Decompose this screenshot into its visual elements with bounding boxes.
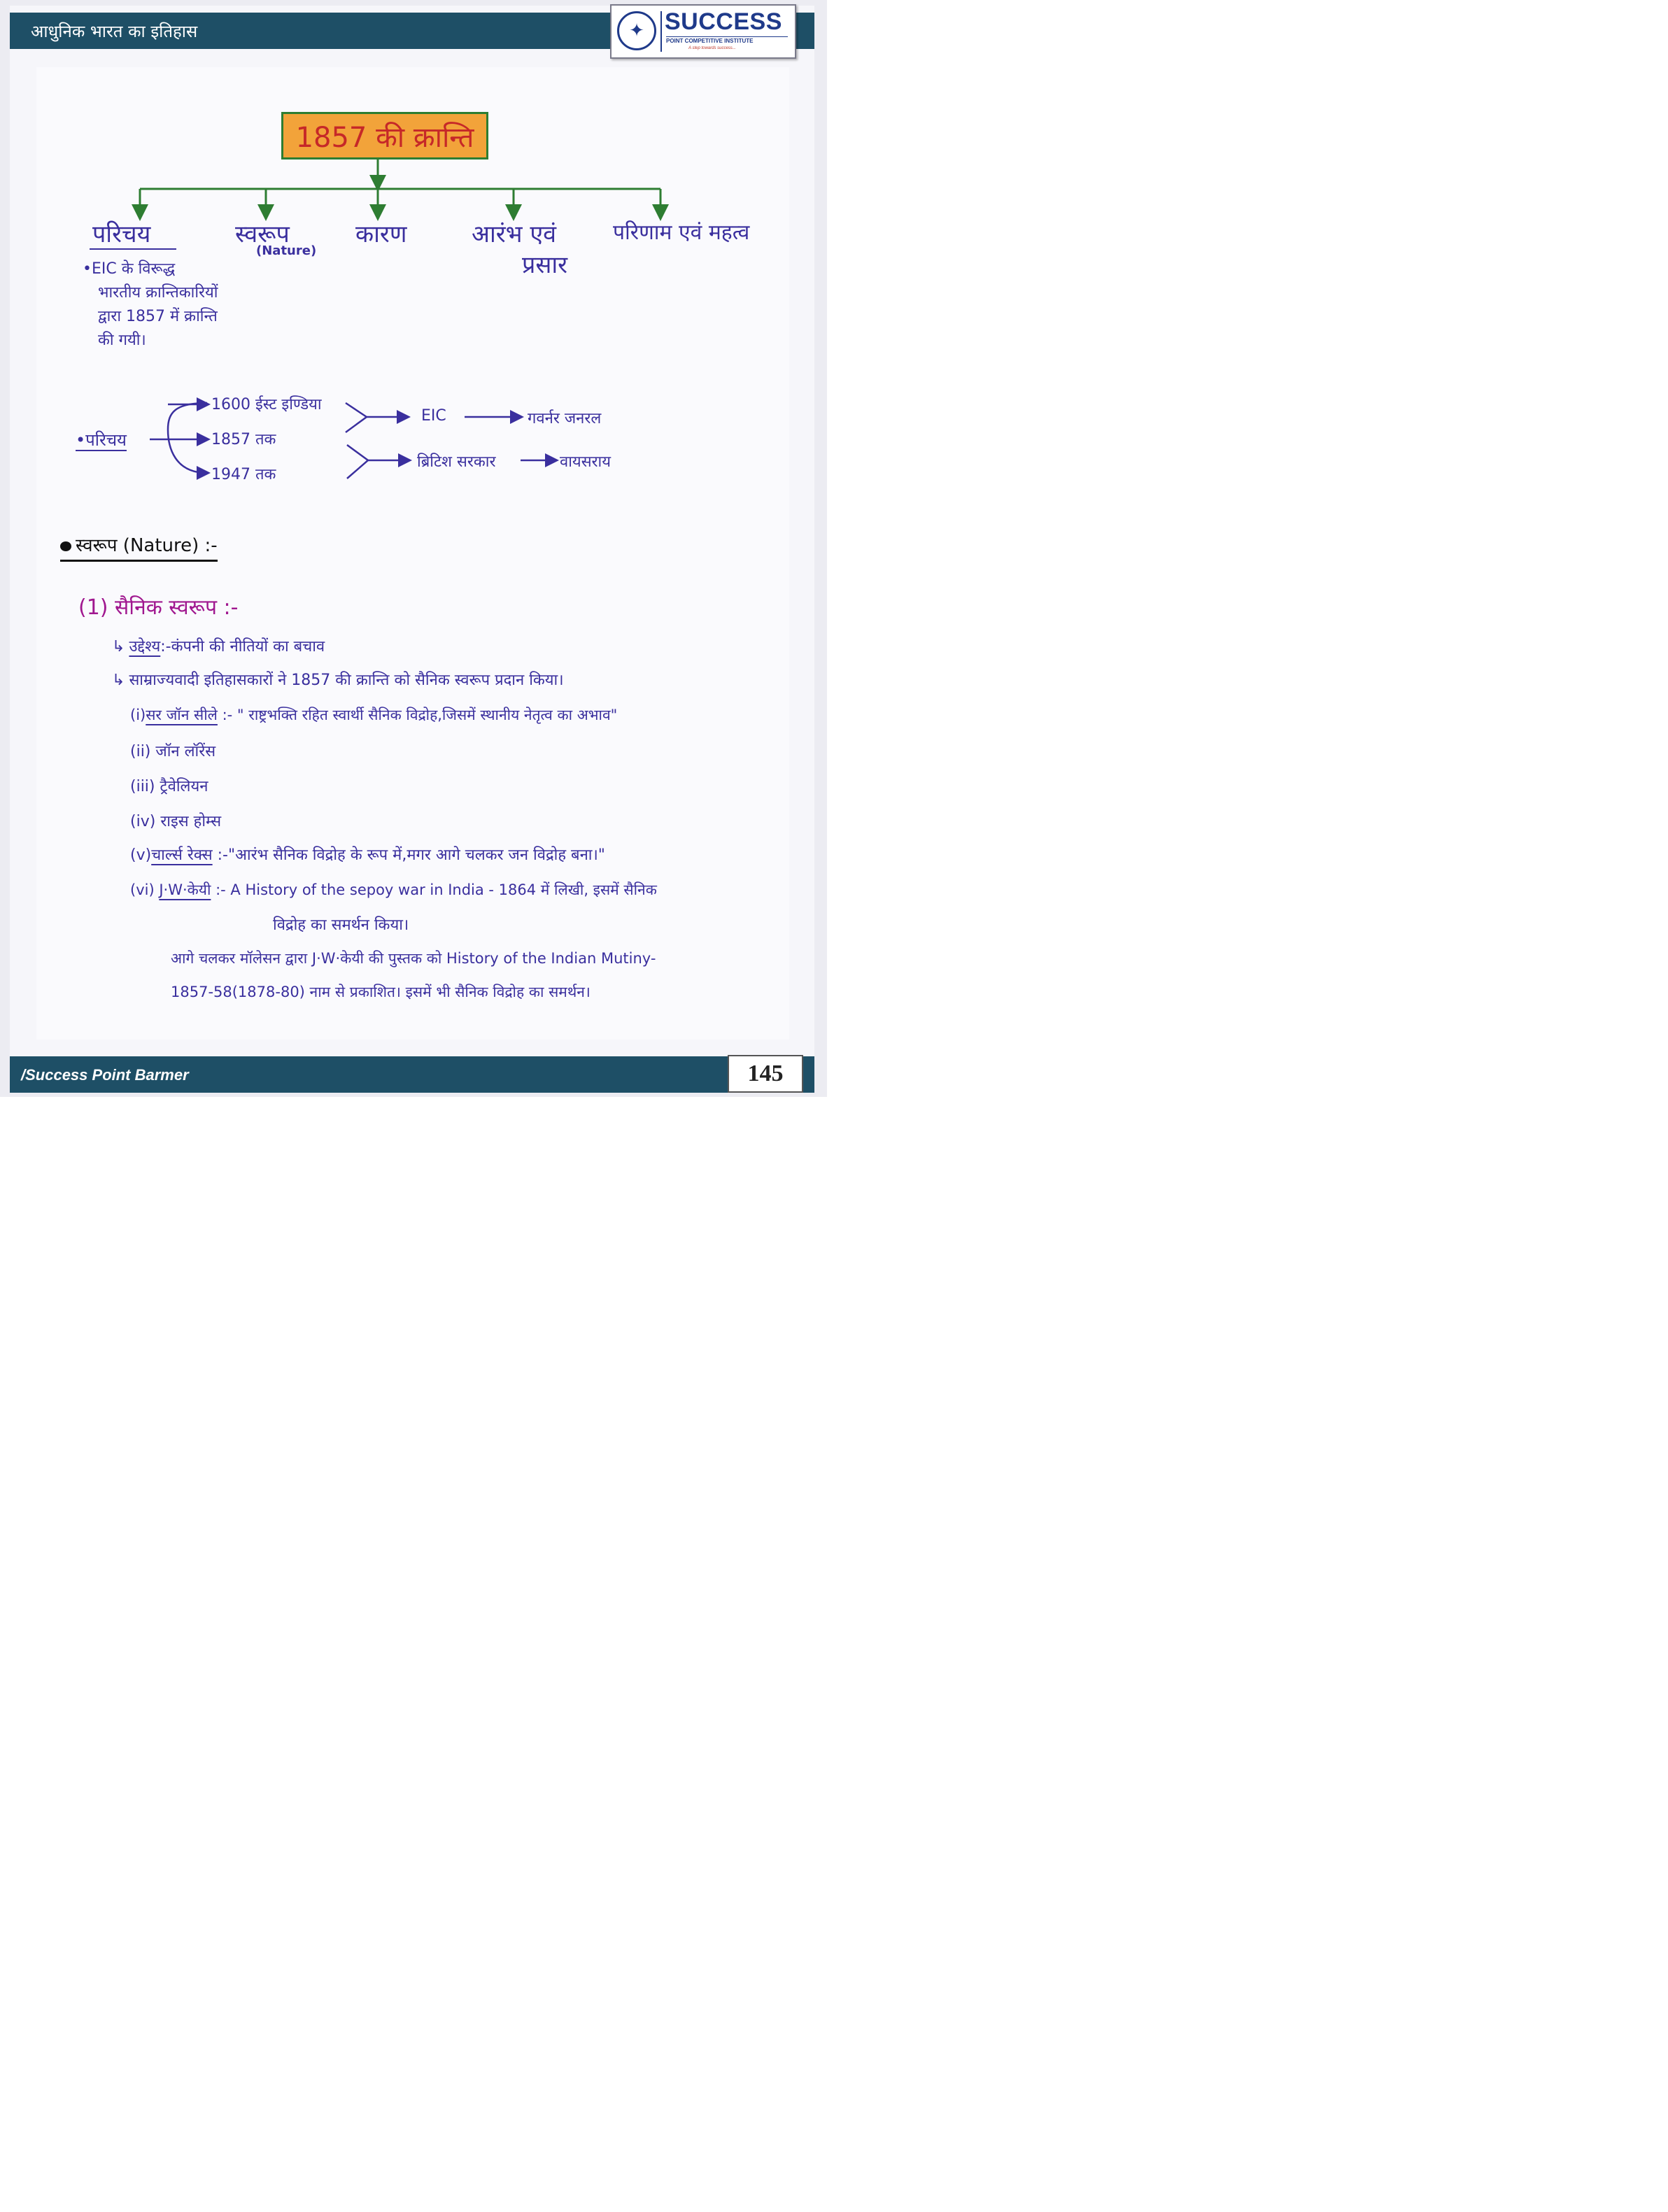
historian-item-continuation: विद्रोह का समर्थन किया। bbox=[273, 916, 409, 934]
flow-year-1947: 1947 तक bbox=[211, 466, 276, 483]
flow-start: •परिचय bbox=[76, 430, 127, 450]
historian-name: जॉन लॉरेंस bbox=[155, 743, 216, 760]
historian-item bbox=[130, 740, 215, 761]
historian-name: J·W·केयी bbox=[159, 881, 211, 898]
branch-beginning: आरंभ एवं bbox=[472, 220, 557, 248]
historian-item bbox=[130, 880, 657, 900]
footer-text: /Success Point Barmer bbox=[21, 1066, 189, 1084]
item-number: (ii) bbox=[130, 743, 151, 760]
historian-name: चार्ल्स रेक्स bbox=[151, 846, 213, 864]
hook-arrow-icon: ↳ bbox=[112, 638, 125, 655]
imperial-line bbox=[112, 669, 564, 690]
historian-quote: :- " राष्ट्रभक्ति रहित स्वार्थी सैनिक विद्रोह,जिसमें स्थानीय नेतृत्व का अभाव" bbox=[217, 707, 618, 723]
historian-item bbox=[130, 844, 605, 865]
mindmap-root: 1857 की क्रान्ति bbox=[281, 112, 488, 159]
historian-item bbox=[130, 775, 208, 796]
objective-text: :-कंपनी की नीतियों का बचाव bbox=[160, 638, 325, 655]
historian-name: राइस होम्स bbox=[160, 813, 222, 830]
intro-note-line: भारतीय क्रान्तिकारियों bbox=[98, 284, 218, 302]
intro-note-line: •EIC के विरूद्ध bbox=[83, 260, 176, 278]
branch-nature: स्वरूप bbox=[235, 220, 290, 248]
flow-eic: EIC bbox=[421, 407, 446, 425]
paragraph-line: आगे चलकर मॉलेसन द्वारा J·W·केयी की पुस्तक को History of the Indian Mutiny- bbox=[171, 950, 656, 967]
branch-spread: प्रसार bbox=[522, 251, 568, 279]
item-number: (iv) bbox=[130, 813, 156, 830]
item-number: (i) bbox=[130, 707, 146, 723]
logo-subtitle: POINT COMPETITIVE INSTITUTE bbox=[666, 36, 788, 44]
historian-item bbox=[130, 810, 221, 831]
intro-note bbox=[83, 257, 218, 353]
intro-note-line: की गयी। bbox=[98, 332, 146, 349]
flow-governor-general: गवर्नर जनरल bbox=[528, 410, 602, 427]
logo-name: SUCCESS bbox=[665, 8, 782, 35]
section-heading-nature bbox=[60, 532, 218, 562]
historian-name: सर जॉन सीले bbox=[146, 707, 218, 723]
item-number: (vi) bbox=[130, 881, 155, 898]
historian-quote: :-"आरंभ सैनिक विद्रोह के रूप में,मगर आगे चलकर जन विद्रोह बना।" bbox=[212, 846, 605, 864]
section-heading-text: स्वरूप (Nature) :- bbox=[76, 535, 218, 556]
imperial-text: साम्राज्यवादी इतिहासकारों ने 1857 की क्रान्ति को सैनिक स्वरूप प्रदान किया। bbox=[129, 672, 564, 689]
item-number: (v) bbox=[130, 846, 152, 864]
logo-emblem-icon: ✦ bbox=[617, 11, 656, 50]
logo-tagline: A step towards success... bbox=[688, 46, 736, 50]
branch-nature-subtitle: (Nature) bbox=[256, 243, 317, 258]
intro-note-line: द्वारा 1857 में क्रान्ति bbox=[98, 308, 218, 325]
historian-quote: :- A History of the sepoy war in India - 1864 में लिखी, इसमें सैनिक bbox=[211, 881, 657, 898]
item-number: (iii) bbox=[130, 778, 155, 795]
flow-british-govt: ब्रिटिश सरकार bbox=[417, 453, 496, 471]
objective-label: उद्देश्य bbox=[129, 638, 161, 655]
objective-line bbox=[112, 635, 325, 656]
flow-viceroy: वायसराय bbox=[560, 453, 612, 471]
historian-name: ट्रैवेलियन bbox=[160, 778, 208, 795]
bullet-icon bbox=[60, 541, 71, 551]
historian-item bbox=[130, 705, 617, 725]
military-nature-heading: (1) सैनिक स्वरूप :- bbox=[78, 595, 239, 620]
hook-arrow-icon: ↳ bbox=[112, 672, 125, 689]
branch-causes: कारण bbox=[355, 220, 407, 248]
flow-year-1857: 1857 तक bbox=[211, 431, 276, 448]
branch-intro: परिचय bbox=[92, 220, 151, 248]
page-header-title: आधुनिक भारत का इतिहास bbox=[31, 22, 198, 41]
branch-results: परिणाम एवं महत्व bbox=[613, 220, 750, 245]
paragraph-line: 1857-58(1878-80) नाम से प्रकाशित। इसमें भी सैनिक विद्रोह का समर्थन। bbox=[171, 984, 591, 1000]
flow-year-1600: 1600 ईस्ट इण्डिया bbox=[211, 396, 322, 413]
page-number: 145 bbox=[728, 1055, 803, 1093]
